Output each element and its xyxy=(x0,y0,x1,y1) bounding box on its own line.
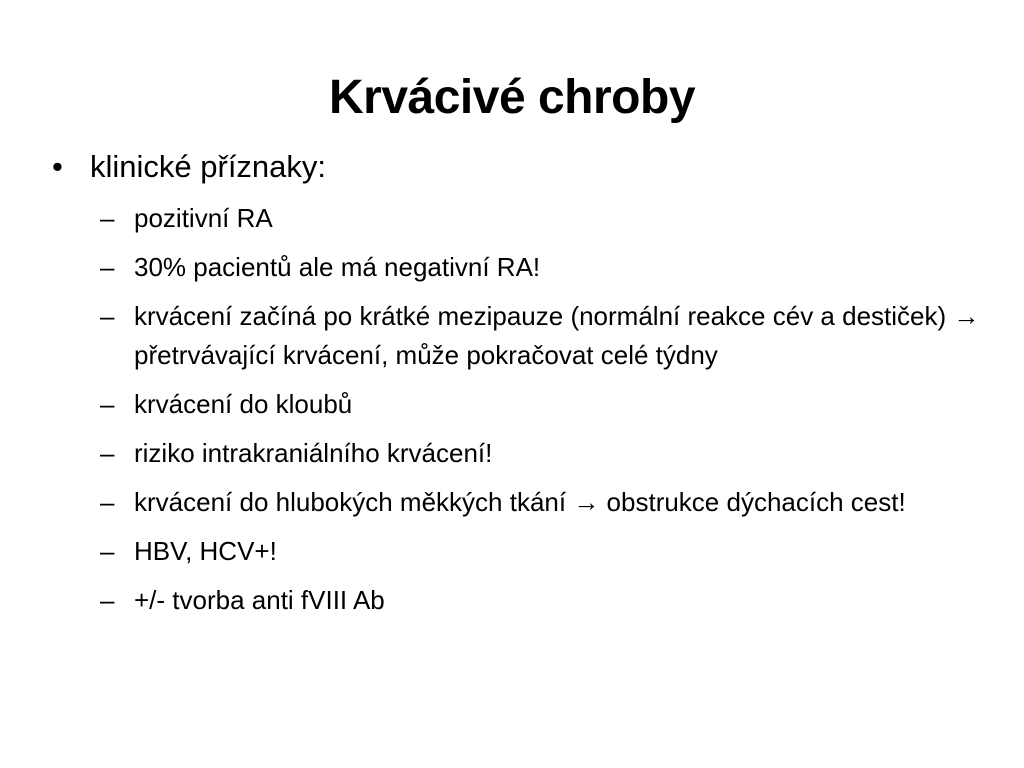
sub-item xyxy=(52,248,1004,287)
dash-marker: – xyxy=(100,438,115,468)
dash-marker: – xyxy=(100,203,115,233)
bullet-text: klinické příznaky: xyxy=(90,149,327,184)
dash-marker: – xyxy=(100,536,115,566)
bullet-item xyxy=(52,142,1012,192)
sub-item xyxy=(52,297,1004,375)
sub-item-text: krvácení do hlubokých měkkých tkání → obstrukce dýchacích cest! xyxy=(134,487,906,517)
dash-marker: – xyxy=(100,389,115,419)
sub-item-text: krvácení do kloubů xyxy=(134,389,353,419)
sub-item xyxy=(52,581,1004,620)
sub-item xyxy=(52,199,1004,238)
sub-item-text: pozitivní RA xyxy=(134,203,273,233)
sub-item xyxy=(52,434,1004,473)
dash-marker: – xyxy=(100,585,115,615)
sub-item-text: +/- tvorba anti fVIII Ab xyxy=(134,585,385,615)
sub-item xyxy=(52,385,1004,424)
dash-marker: – xyxy=(100,252,115,282)
bullet-marker: • xyxy=(52,149,63,184)
dash-marker: – xyxy=(100,487,115,517)
dash-marker: – xyxy=(100,301,115,331)
sub-item-text: riziko intrakraniálního krvácení! xyxy=(134,438,493,468)
slide-title: Krvácivé chroby xyxy=(328,71,696,124)
sub-item-text: HBV, HCV+! xyxy=(134,536,277,566)
sub-item-text: 30% pacientů ale má negativní RA! xyxy=(134,252,541,282)
slide-content xyxy=(52,142,1012,630)
sub-item-text: krvácení začíná po krátké mezipauze (normální reakce cév a destiček) → přetrvávající krvácení, může pokračovat celé týdny xyxy=(134,301,980,370)
sub-item xyxy=(52,532,1004,571)
sub-item xyxy=(52,483,1004,522)
sub-list xyxy=(52,199,1012,620)
